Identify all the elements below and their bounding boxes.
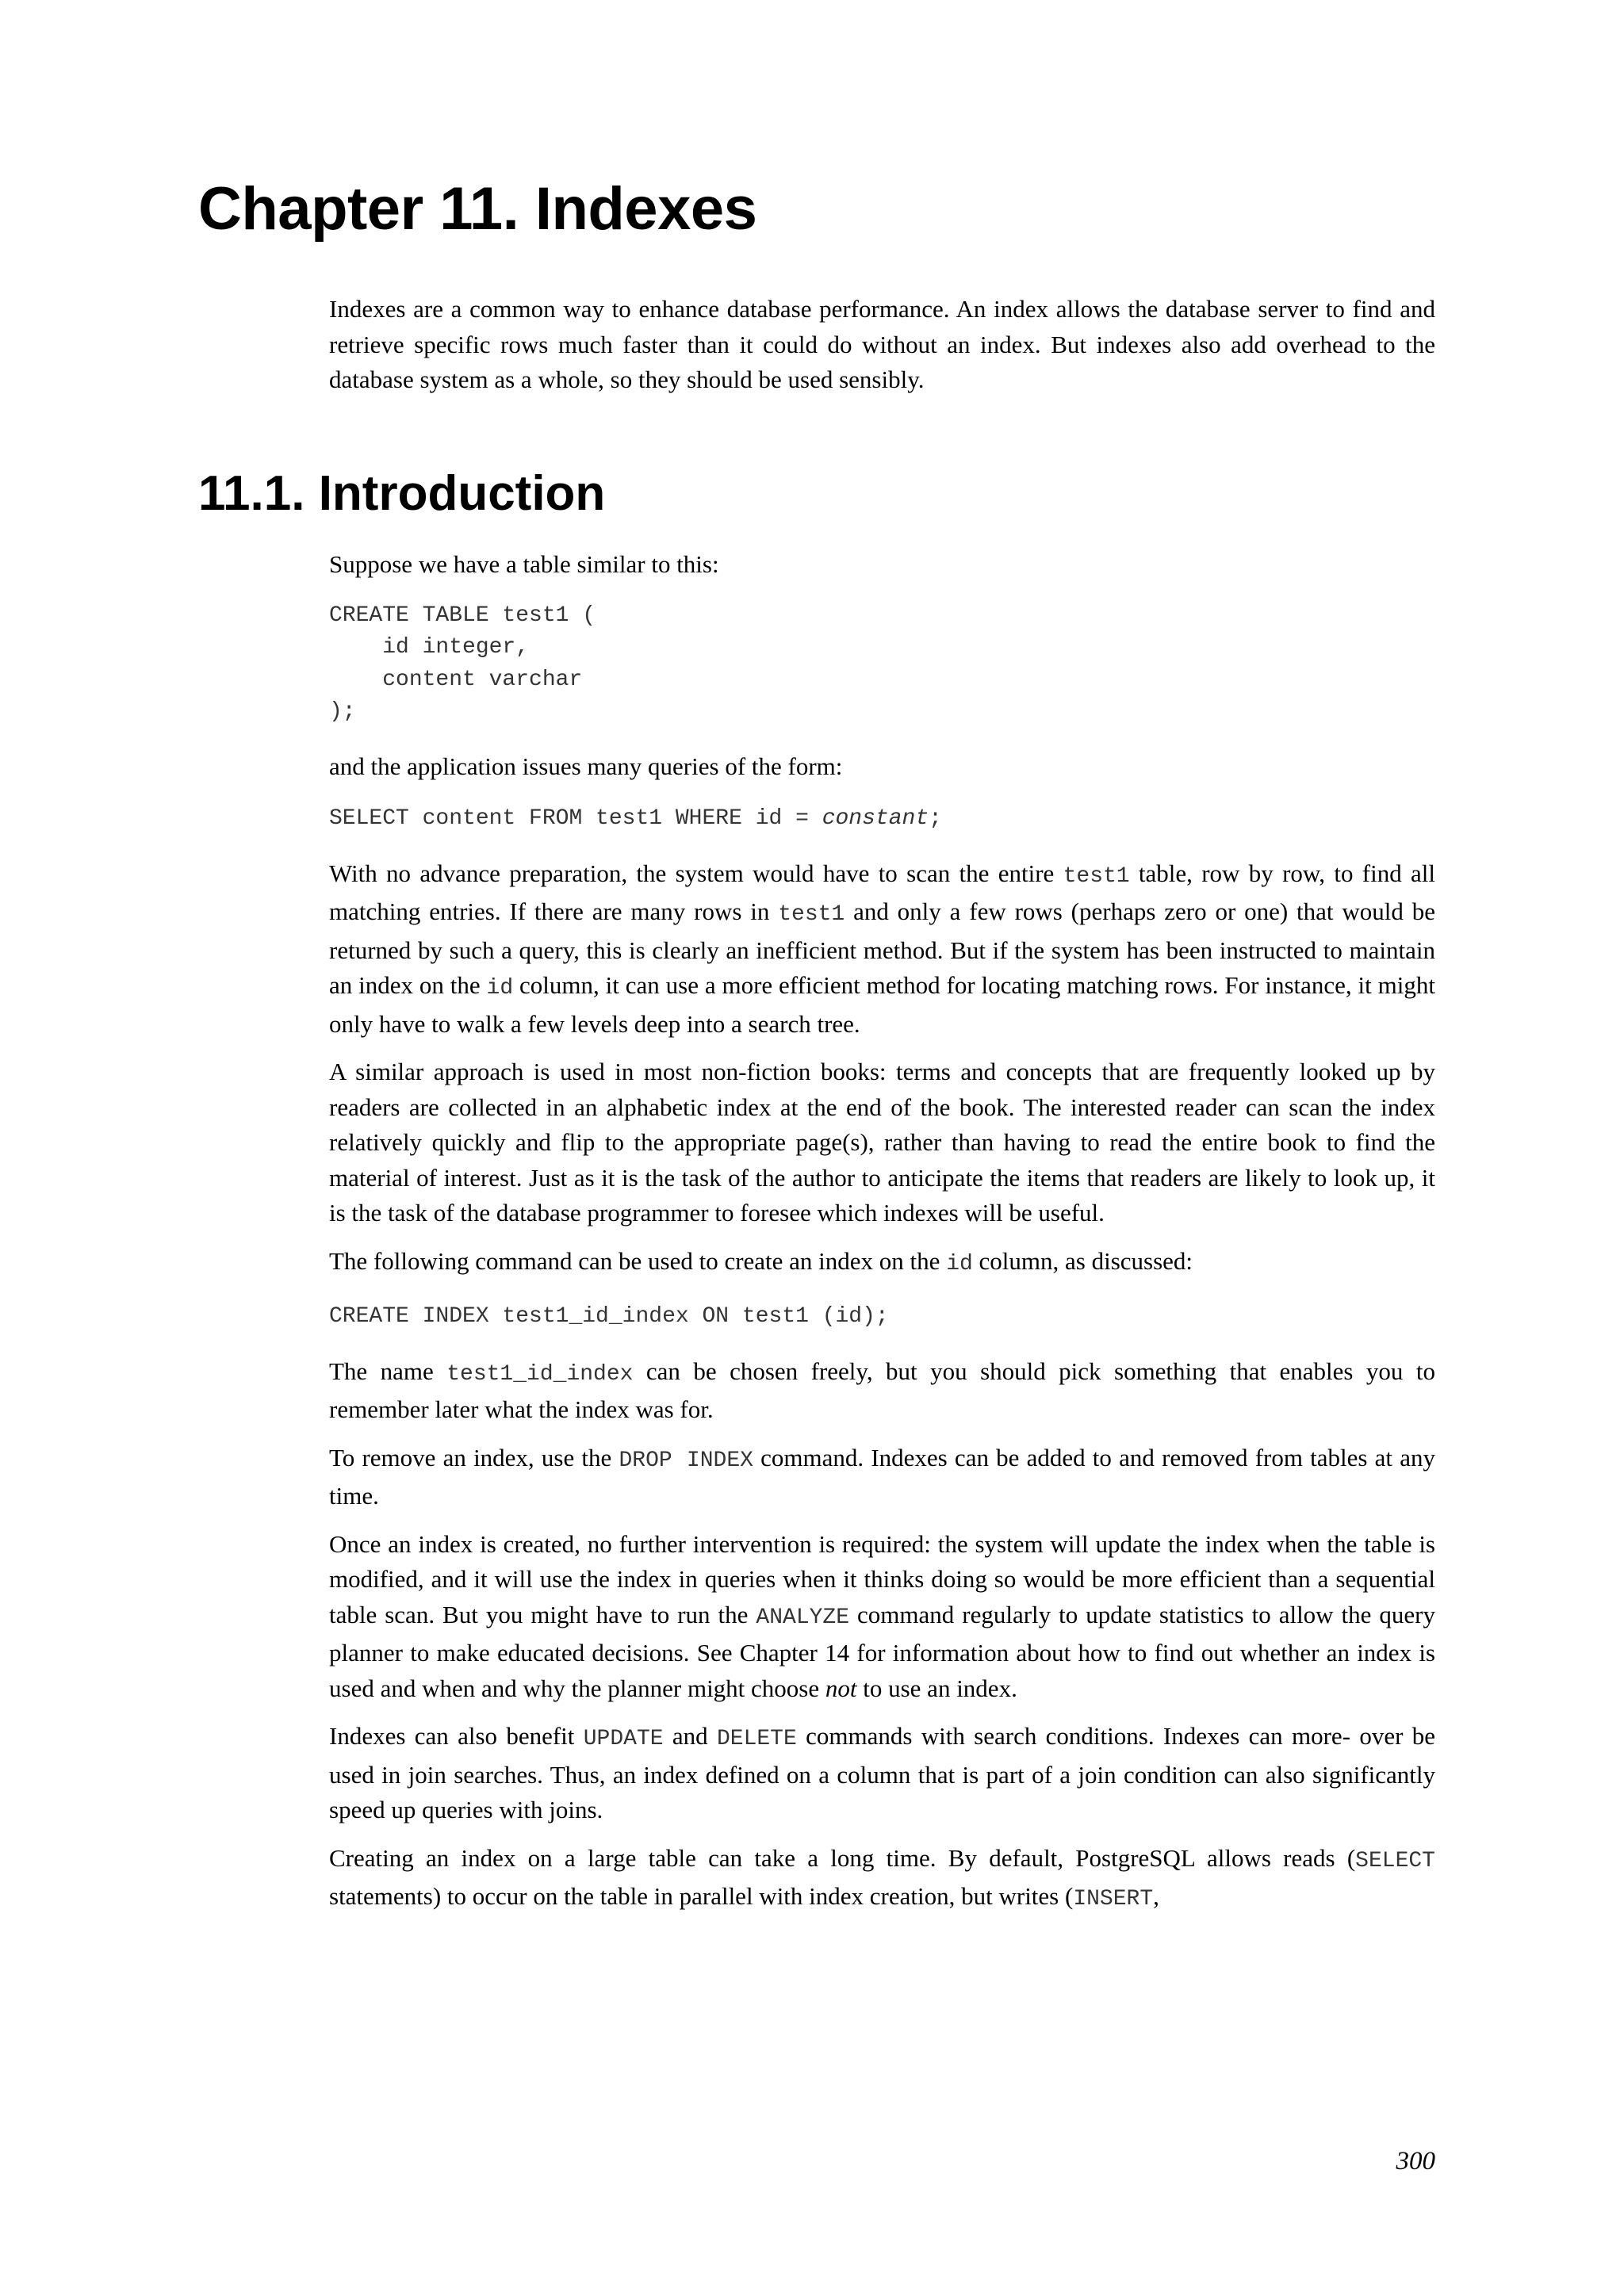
paragraph-8: [329, 1527, 1435, 1707]
p3-code-id: id: [486, 976, 514, 1001]
p9-text-3: commands with search conditions. Indexes can more- over be used in join searches. Thus, an index defined on a column that is part of a join condition can also significantly speed up queries with joins.: [329, 1722, 1435, 1823]
p10-text-1: Creating an index on a large table can take a long time. By default, PostgreSQL allows reads (: [329, 1843, 1356, 1872]
p6-text-2: can be chosen freely, but you should pick something that enables you to remember later what the index was for.: [329, 1357, 1435, 1423]
p7-code-drop-index: DROP INDEX: [619, 1448, 753, 1473]
section-title: 11.1. Introduction: [198, 466, 606, 521]
p8-text-2: command regularly to update statistics to allow the query planner to make educated decisions. See Chapter 14 for information about how to find out whether an index is used and when and why the planner might choose: [329, 1600, 1435, 1702]
p5-text-1: The following command can be used to create an index on the: [329, 1246, 947, 1275]
chapter-intro: Indexes are a common way to enhance database performance. An index allows the database server to find and retrieve specific rows much faster than it could do without an index. But indexes also add overhead to the database system as a whole, so they should be used sensibly.: [329, 295, 1435, 393]
p6-code-index-name: test1_id_index: [446, 1361, 634, 1387]
p9-text-2: and: [663, 1722, 717, 1750]
section-body: [329, 547, 1435, 1918]
p8-emphasis-not: not: [825, 1674, 857, 1702]
code-select-text: SELECT content FROM test1 WHERE id =: [329, 806, 822, 831]
p8-code-analyze: ANALYZE: [756, 1605, 850, 1630]
chapter-title: Chapter 11. Indexes: [198, 175, 757, 243]
paragraph-5: [329, 1244, 1435, 1283]
p7-text-2: command. Indexes can be added to and removed from tables at any time.: [329, 1443, 1435, 1510]
code-create-table: CREATE TABLE test1 ( id integer, content varchar );: [329, 603, 596, 724]
p9-text-1: Indexes can also benefit: [329, 1722, 584, 1750]
p10-code-insert: INSERT: [1073, 1887, 1154, 1911]
paragraph-9: [329, 1719, 1435, 1828]
p3-code-test1-b: test1: [778, 902, 845, 927]
p7-text-1: To remove an index, use the: [329, 1443, 619, 1471]
p3-text-3: and only a few rows (perhaps zero or one) that would be returned by such a query, this is clearly an inefficient method. But if the system has been instructed to maintain an index on the: [329, 897, 1435, 999]
p8-text-1: Once an index is created, no further intervention is required: the system will update the index when the table is modified, and it will use the index in queries when it thinks doing so would be more efficient than a sequential table scan. But you might have to run the: [329, 1529, 1435, 1628]
p3-text-4: column, it can use a more efficient method for locating matching rows. For instance, it might only have to walk a few levels deep into a search tree.: [329, 971, 1435, 1038]
p10-code-select: SELECT: [1355, 1848, 1435, 1873]
code-create-index: CREATE INDEX test1_id_index ON test1 (id);: [329, 1304, 889, 1329]
p10-text-3: ,: [1153, 1882, 1159, 1910]
p5-text-2: column, as discussed:: [972, 1246, 1193, 1275]
p8-text-3: to use an index.: [856, 1674, 1017, 1702]
paragraph-3: [329, 856, 1435, 1043]
chapter-intro-block: [329, 292, 1435, 398]
p6-text-1: The name: [329, 1357, 447, 1385]
p3-text-1: With no advance preparation, the system would have to scan the entire: [329, 859, 1063, 887]
paragraph-2: and the application issues many queries of the form:: [329, 752, 843, 780]
p3-code-test1: test1: [1063, 863, 1130, 889]
code-select: [329, 803, 1435, 836]
p9-code-delete: DELETE: [716, 1727, 797, 1751]
paragraph-1: Suppose we have a table similar to this:: [329, 550, 719, 578]
p3-text-2: table, row by row, to find all matching entries. If there are many rows in: [329, 859, 1435, 925]
p10-text-2: statements) to occur on the table in parallel with index creation, but writes (: [329, 1882, 1074, 1910]
paragraph-7: [329, 1441, 1435, 1514]
code-select-placeholder: constant: [822, 806, 929, 831]
paragraph-10: [329, 1841, 1435, 1918]
page-number: 300: [1396, 2147, 1435, 2175]
paragraph-6: [329, 1354, 1435, 1428]
paragraph-4: A similar approach is used in most non-fiction books: terms and concepts that are frequently looked up by readers are collected in an alphabetic index at the end of the book. The interested reader can scan the index relatively quickly and flip to the appropriate page(s), rather than having to read the entire book to find the material of interest. Just as it is the task of the author to anticipate the items that readers are likely to look up, it is the task of the database programmer to foresee which indexes will be useful.: [329, 1058, 1435, 1226]
code-select-end: ;: [929, 806, 942, 831]
p5-code-id: id: [946, 1251, 973, 1276]
p9-code-update: UPDATE: [583, 1727, 664, 1751]
